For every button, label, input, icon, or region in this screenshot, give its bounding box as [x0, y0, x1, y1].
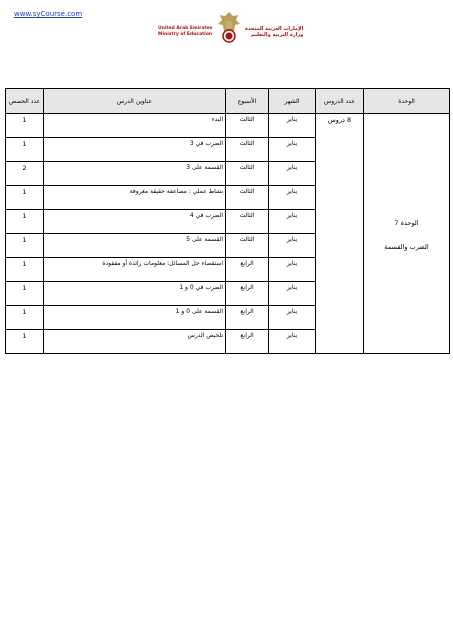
month-cell: يناير	[269, 210, 316, 234]
lesson-title-cell: البدء	[44, 114, 226, 138]
periods-cell: 1	[6, 330, 44, 354]
week-cell: الثالث	[226, 234, 269, 258]
month-cell: يناير	[269, 306, 316, 330]
header-lesson-titles: عناوين الدرس	[44, 89, 226, 114]
week-cell: الثالث	[226, 162, 269, 186]
lesson-title-cell: تلخيص الدرس	[44, 330, 226, 354]
periods-cell: 1	[6, 306, 44, 330]
ministry-name-arabic	[245, 26, 303, 38]
lessons-count-cell: 8 دروس	[316, 114, 364, 354]
lesson-title-cell: الضرب في 0 و 1	[44, 282, 226, 306]
website-link[interactable]: www.syCourse.com	[14, 10, 83, 18]
lesson-title-cell: نشاط عملي : مضاعفة حقيقة معروفة	[44, 186, 226, 210]
month-cell: يناير	[269, 138, 316, 162]
week-cell: الثالث	[226, 186, 269, 210]
header-lessons-count: عدد الدروس	[316, 89, 364, 114]
month-cell: يناير	[269, 258, 316, 282]
unit-name: الضرب والقسمة	[384, 242, 429, 251]
month-cell: يناير	[269, 330, 316, 354]
header-unit: الوحدة	[364, 89, 450, 114]
periods-cell: 1	[6, 210, 44, 234]
week-cell: الرابع	[226, 330, 269, 354]
week-cell: الثالث	[226, 138, 269, 162]
month-cell: يناير	[269, 162, 316, 186]
periods-cell: 1	[6, 186, 44, 210]
lesson-title-cell: القسمة على 0 و 1	[44, 306, 226, 330]
month-cell: يناير	[269, 114, 316, 138]
week-cell: الرابع	[226, 306, 269, 330]
week-cell: الثالث	[226, 210, 269, 234]
ministry-name-english	[158, 26, 212, 38]
logo-ar-line2: وزارة التربية والتعليم	[251, 32, 304, 38]
week-cell: الثالث	[226, 114, 269, 138]
header-month: الشهر	[269, 89, 316, 114]
logo-en-line1: United Arab Emirates	[158, 26, 213, 31]
month-cell: يناير	[269, 234, 316, 258]
lesson-title-cell: القسمة على 3	[44, 162, 226, 186]
logo-en-line2: Ministry of Education	[158, 32, 213, 37]
week-cell: الرابع	[226, 282, 269, 306]
month-cell: يناير	[269, 186, 316, 210]
lesson-title-cell: الضرب في 3	[44, 138, 226, 162]
month-cell: يناير	[269, 282, 316, 306]
uae-emblem-icon	[216, 10, 242, 44]
week-cell: الرابع	[226, 258, 269, 282]
unit-cell	[364, 114, 450, 354]
periods-cell: 1	[6, 138, 44, 162]
table-row	[6, 114, 450, 138]
lesson-plan-table	[5, 88, 450, 354]
periods-cell: 1	[6, 114, 44, 138]
header-periods: عدد الحصص	[6, 89, 44, 114]
lesson-title-cell: القسمة على 5	[44, 234, 226, 258]
periods-cell: 1	[6, 258, 44, 282]
unit-number: الوحدة 7	[394, 218, 419, 227]
lesson-title-cell: استقصاء حل المسائل: معلومات زائدة أو مفقودة	[44, 258, 226, 282]
periods-cell: 1	[6, 234, 44, 258]
table-header-row	[6, 89, 450, 114]
header-week: الأسبوع	[226, 89, 269, 114]
lesson-title-cell: الضرب في 4	[44, 210, 226, 234]
logo-ar-line1: الإمارات العربية المتحدة	[245, 26, 304, 32]
periods-cell: 2	[6, 162, 44, 186]
periods-cell: 1	[6, 282, 44, 306]
